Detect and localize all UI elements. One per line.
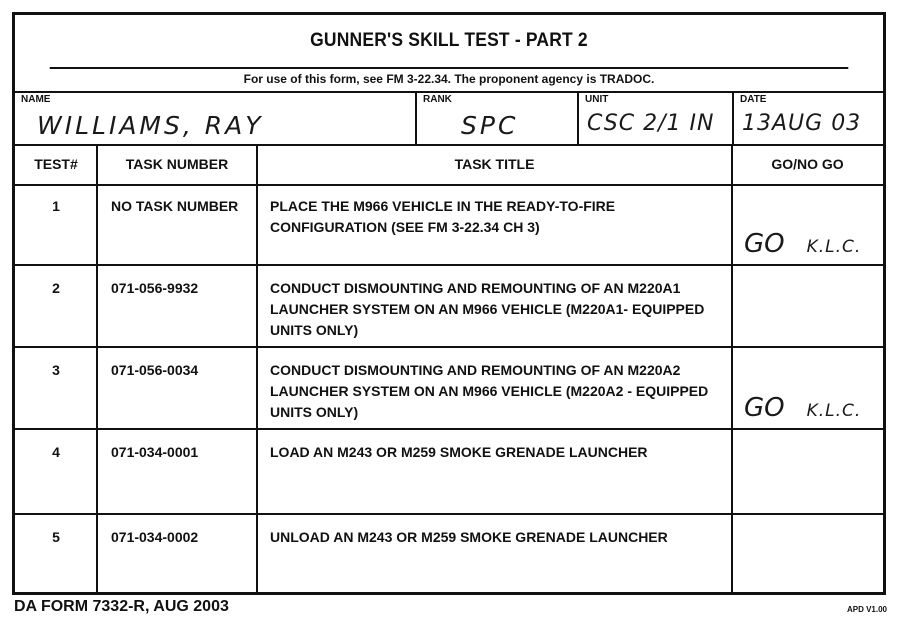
task-title: CONDUCT DISMOUNTING AND REMOUNTING OF AN M220A2 LAUNCHER SYSTEM ON AN M966 VEHICLE (M220A2 - EQUIPPED UNITS ONLY) [270,362,709,420]
skill-test-form [12,12,886,595]
test-number: 4 [52,444,60,460]
identification-row [15,91,883,146]
unit-field[interactable] [577,91,732,144]
go-no-go-cell[interactable] [732,266,883,346]
table-row [15,515,883,592]
form-title: GUNNER'S SKILL TEST - PART 2 [50,15,849,69]
go-no-go-cell[interactable] [732,184,883,264]
header-go-no-go: GO/NO GO [771,156,844,172]
header-test: TEST# [34,156,78,172]
go-no-go-cell[interactable] [732,515,883,592]
table-row [15,430,883,515]
table-row [15,184,883,266]
grader-initials: K.L.C. [806,401,862,421]
unit-label: UNIT [585,94,609,105]
task-number: NO TASK NUMBER [111,198,239,214]
task-number: 071-034-0002 [111,529,199,545]
test-number: 1 [52,198,60,214]
rank-field[interactable] [415,91,577,144]
column-divider [731,144,733,592]
form-subtitle: For use of this form, see FM 3-22.34. The proponent agency is TRADOC. [15,67,883,93]
task-title: PLACE THE M966 VEHICLE IN THE READY-TO-FIRE CONFIGURATION (SEE FM 3-22.34 CH 3) [270,198,616,235]
test-number: 2 [52,280,60,296]
rank-value: SPC [461,111,519,140]
form-version: APD V1.00 [846,605,887,614]
column-divider [96,144,98,592]
task-title: UNLOAD AN M243 OR M259 SMOKE GRENADE LAUNCHER [270,529,668,545]
rank-label: RANK [423,94,452,105]
form-number: DA FORM 7332-R, AUG 2003 [14,598,229,615]
name-value: WILLIAMS, RAY [37,111,264,140]
table-header [15,144,883,186]
unit-value: CSC 2/1 IN [587,111,715,136]
task-title: CONDUCT DISMOUNTING AND REMOUNTING OF AN M220A1 LAUNCHER SYSTEM ON AN M966 VEHICLE (M220A1- EQUIPPED UNITS ONLY) [270,280,705,338]
column-divider [256,144,258,592]
go-no-go-cell[interactable] [732,430,883,513]
task-number: 071-034-0001 [111,444,199,460]
test-number: 5 [52,529,60,545]
task-number: 071-056-9932 [111,280,199,296]
name-label: NAME [21,94,51,105]
table-row [15,348,883,430]
date-field[interactable] [732,91,883,144]
grader-initials: K.L.C. [806,237,862,257]
task-number: 071-056-0034 [111,362,199,378]
header-task-number: TASK NUMBER [125,156,229,172]
go-no-go-cell[interactable] [732,348,883,428]
task-title: LOAD AN M243 OR M259 SMOKE GRENADE LAUNCHER [270,444,648,460]
name-field[interactable] [15,91,415,144]
result-mark: GO [744,393,785,423]
table-row [15,266,883,348]
header-task-title: TASK TITLE [454,156,535,172]
date-value: 13AUG 03 [742,111,862,136]
date-label: DATE [740,94,767,105]
result-mark: GO [744,229,785,259]
test-number: 3 [52,362,60,378]
